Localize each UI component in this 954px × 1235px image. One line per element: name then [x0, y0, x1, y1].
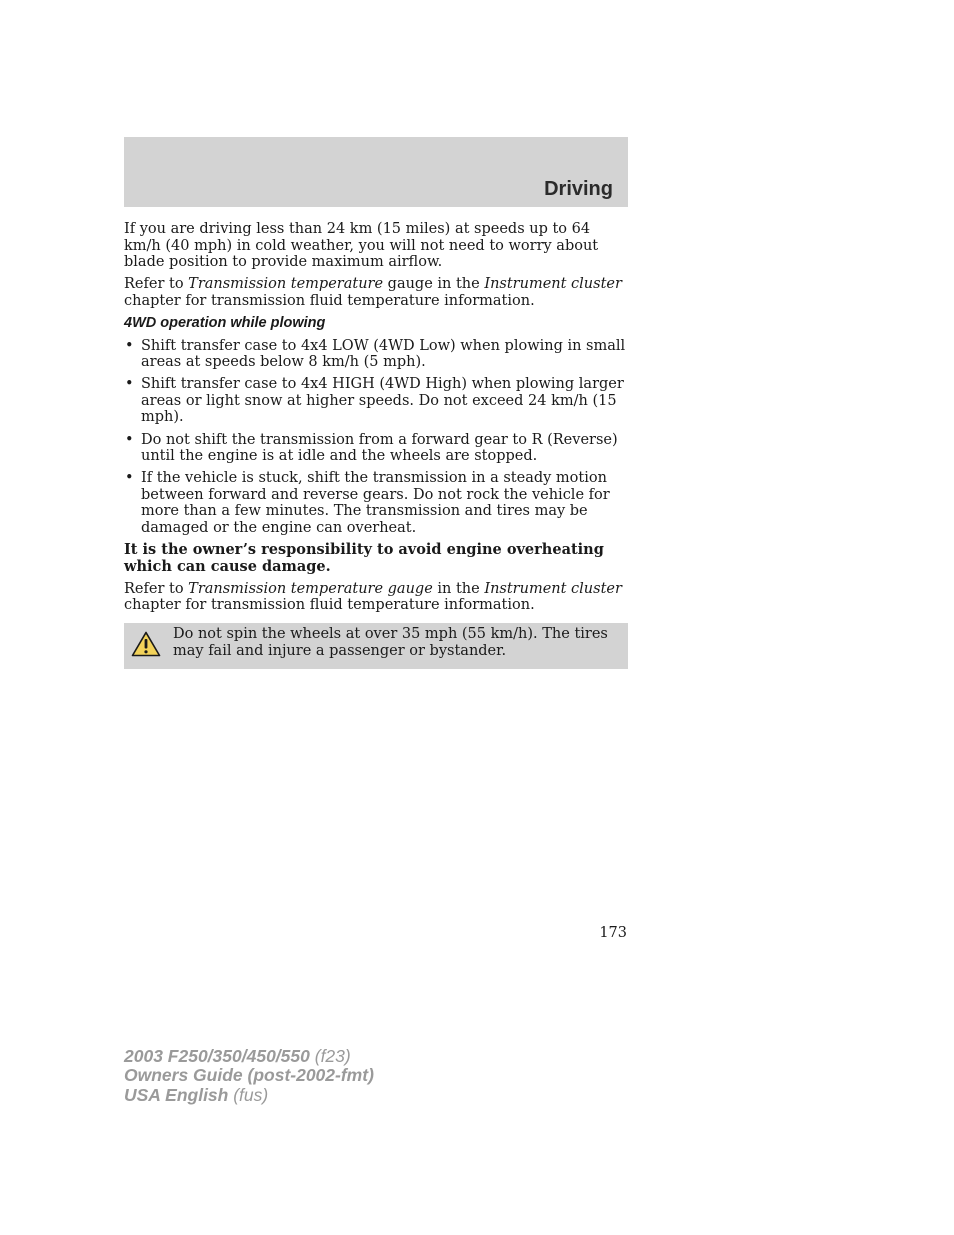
section-header-band: [124, 137, 628, 207]
warning-box: [124, 623, 628, 669]
paragraph-refer-gauge: [124, 276, 628, 309]
section-title: Driving: [544, 178, 613, 200]
document-footer: [124, 1047, 374, 1105]
italic-ref-transmission-temperature: Transmission temperature: [188, 276, 384, 293]
text-run: chapter for transmission fluid temperature information.: [124, 597, 535, 614]
text-run: gauge in the: [383, 276, 485, 293]
page-content: [124, 221, 628, 669]
footer-line-guide: [124, 1066, 374, 1085]
list-item: • Shift transfer case to 4x4 HIGH (4WD High) when plowing larger areas or light snow at higher speeds. Do not exceed 24 km/h (15 mph).: [124, 376, 628, 426]
footer-language: USA English: [124, 1084, 229, 1105]
italic-ref-instrument-cluster: Instrument cluster: [484, 276, 622, 293]
bold-notice: It is the owner’s responsibility to avoid engine overheating which can cause damage.: [124, 541, 604, 575]
footer-language-code: (fus): [228, 1084, 269, 1105]
paragraph-refer-gauge-2: [124, 581, 628, 614]
list-item: • Shift transfer case to 4x4 LOW (4WD Low) when plowing in small areas at speeds below 8 km/h (5 mph).: [124, 338, 628, 371]
footer-model-code: (f23): [309, 1046, 351, 1066]
footer-model: 2003 F250/350/450/550: [124, 1046, 310, 1066]
italic-ref-instrument-cluster: Instrument cluster: [484, 580, 622, 597]
footer-line-model: [124, 1047, 374, 1066]
warning-text: Do not spin the wheels at over 35 mph (55 km/h). The tires may fail and injure a passenger or bystander.: [173, 625, 608, 659]
list-item: • Do not shift the transmission from a forward gear to R (Reverse) until the engine is at idle and the wheels are stopped.: [124, 432, 628, 465]
italic-ref-transmission-temperature-gauge: Transmission temperature gauge: [188, 580, 433, 597]
subheading-4wd-plowing: 4WD operation while plowing: [124, 314, 326, 331]
text-run: Refer to: [124, 580, 189, 597]
paragraph-blade-position: If you are driving less than 24 km (15 miles) at speeds up to 64 km/h (40 mph) in cold weather, you will not need to worry about blade position to provide maximum airflow.: [124, 221, 599, 271]
text-run: in the: [432, 580, 485, 597]
text-run: Refer to: [124, 276, 189, 293]
text-run: chapter for transmission fluid temperature information.: [124, 292, 535, 309]
bullet-list: [124, 338, 628, 537]
list-item: • If the vehicle is stuck, shift the transmission in a steady motion between forward and reverse gears. Do not rock the vehicle for more than a few minutes. The transmission and tires may be damaged or the engine can overheat.: [124, 470, 628, 536]
footer-guide: Owners Guide (post-2002-fmt): [124, 1065, 374, 1086]
warning-triangle-icon: [131, 631, 161, 657]
footer-line-language: [124, 1086, 374, 1105]
page-number: 173: [599, 925, 627, 941]
